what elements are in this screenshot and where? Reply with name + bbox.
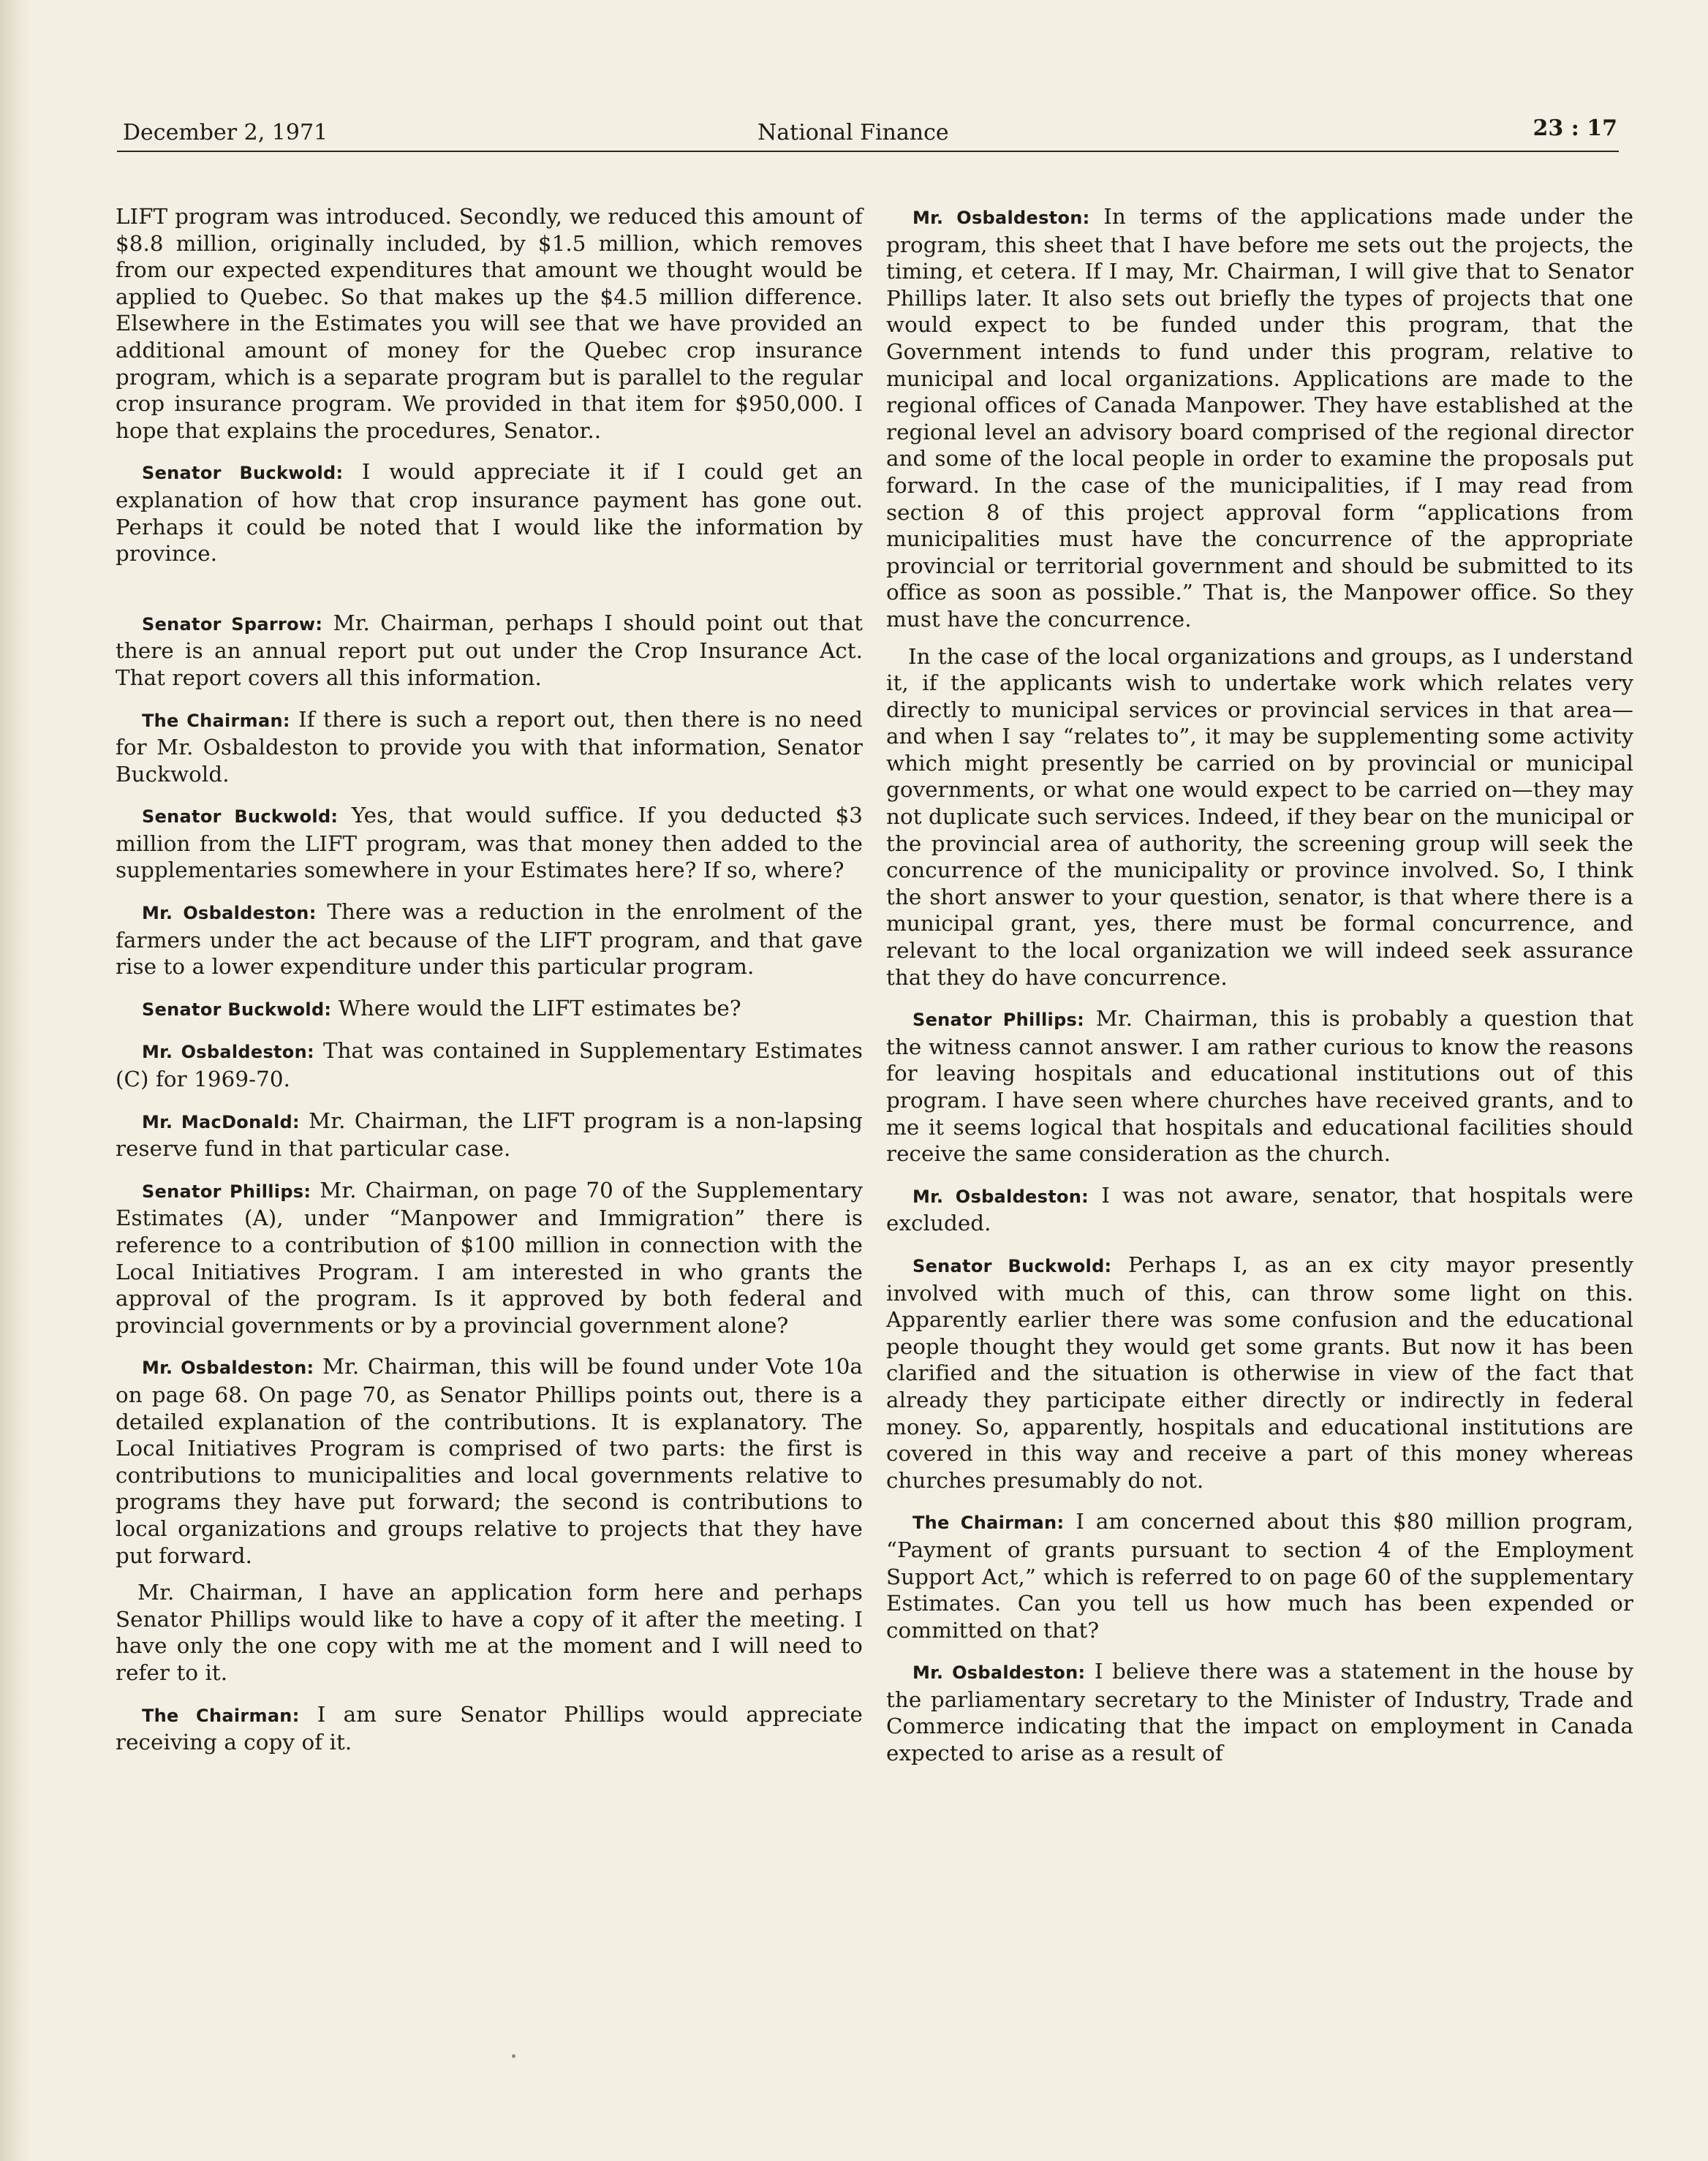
speaker-name: Senator Buckwold: [142, 999, 332, 1020]
speech-text: I was not aware, senator, that hospitals were excluded. [886, 1182, 1633, 1236]
speaker-name: Mr. Osbaldeston: [912, 1662, 1086, 1684]
speaker-name: The Chairman: [912, 1513, 1065, 1534]
speaker-name: Mr. Osbaldeston: [912, 208, 1090, 228]
speaker-name: Mr. MacDonald: [142, 1111, 300, 1132]
header-date: December 2, 1971 [123, 120, 328, 145]
speaker-name: Mr. Osbaldeston: [142, 1042, 314, 1063]
speaker-name: Senator Buckwold: [912, 1255, 1112, 1276]
speech [116, 458, 863, 567]
speech [886, 203, 1633, 633]
speaker-name: Senator Sparrow: [142, 613, 323, 635]
speech-text: Mr. Chairman, this is probably a question that the witness cannot answer. I am rather curious to know the reasons for leaving hospitals and educational institutions out of this program. I have seen where churches have received grants, and to me it seems logical that hospitals and educational facilities should receive the same consideration as the church. [886, 1006, 1633, 1167]
speaker-name: Mr. Osbaldeston: [142, 903, 317, 924]
speaker-name: Senator Buckwold: [142, 806, 339, 828]
speech [116, 995, 863, 1023]
speech-text: Yes, that would suffice. If you deducted $3 million from the LIFT program, was that money then added to the supplementaries somewhere in your Estimates here? If so, where? [116, 803, 863, 883]
speech-text: Where would the LIFT estimates be? [338, 995, 741, 1021]
speech [886, 1508, 1633, 1643]
speech-text: If there is such a report out, then there is no need for Mr. Osbaldeston to provide you with that information, Senator Buckwold. [116, 706, 863, 787]
paragraph [116, 1579, 863, 1686]
paragraph-text: LIFT program was introduced. Secondly, we reduced this amount of $8.8 million, originally included, by $1.5 million, which removes from our expected expenditures that amount we thought would be applied to Quebec. So that makes up the $4.5 million difference. Elsewhere in the Estimates you will see that we have provided an additional amount of money for the Quebec crop insurance program, which is a separate program but is parallel to the regular crop insurance program. We provided in that item for $950,000. I hope that explains the procedures, Senator.. [116, 204, 863, 443]
ink-speck [512, 2054, 515, 2058]
speech-text: There was a reduction in the enrolment of the farmers under the act because of the LIFT program, and that gave rise to a lower expenditure under this particular program. [116, 899, 863, 980]
speaker-name: The Chairman: [142, 710, 290, 731]
paragraph-text: Mr. Chairman, I have an application form here and perhaps Senator Phillips would like to have a copy of it after the meeting. I have only the one copy with me at the moment and I will need to refer to it. [116, 1580, 863, 1685]
speech-text: Mr. Chairman, the LIFT program is a non-lapsing reserve fund in that particular case. [116, 1108, 863, 1162]
speech-text: I am sure Senator Phillips would appreciate receiving a copy of it. [116, 1701, 863, 1755]
header-rule [117, 151, 1619, 152]
speech [116, 802, 863, 884]
speech [116, 1353, 863, 1569]
speech-text: In terms of the applications made under the program, this sheet that I have before me sets out the projects, the timing, et cetera. If I may, Mr. Chairman, I will give that to Senator Phillips later. It also sets out briefly the types of projects that one would expect to be funded under this program, that the Government intends to fund under this program, relative to municipal and local organizations. Applications are made to the regional offices of Canada Manpower. They have established at the regional level an advisory board comprised of the regional director and some of the local people in order to examine the proposals put forward. In the case of the municipalities, if I may read from section 8 of this project approval form “applications from municipalities must have the concurrence of the appropriate provincial or territorial government and should be submitted to its office as soon as possible.” That is, the Manpower office. So they must have the concurrence. [886, 204, 1634, 632]
speech [116, 1701, 863, 1756]
speech-text: Perhaps I, as an ex city mayor presently involved with much of this, can throw some light on this. Apparently earlier there was some confusion and the educational people thought they would get some grants. But now it has been clarified and the situation is otherwise in view of the fact that already they participate either directly or indirectly in federal money. So, apparently, hospitals and educational institutions are covered in this way and receive a part of this money whereas churches presumably do not. [886, 1252, 1633, 1493]
paragraph-text: In the case of the local organizations and groups, as I understand it, if the applicants wish to undertake work which relates very directly to municipal services or provincial services in that area—and when I say “relates to”, it may be supplementing some activity which might presently be carried on by provincial or municipal governments, or what one would expect to be carried on—they may not duplicate such services. Indeed, if they bear on the municipal or the provincial area of authority, the screening group will seek the concurrence of the municipality or province involved. So, I think the short answer to your question, senator, is that where there is a municipal grant, yes, there must be formal concurrence, and relevant to the local organization we will indeed seek assurance that they do have concurrence. [886, 643, 1633, 990]
paragraph [116, 203, 863, 444]
speech-text: Mr. Chairman, perhaps I should point out that there is an annual report put out under the Crop Insurance Act. That report covers all this information. [116, 610, 863, 690]
speaker-name: Senator Buckwold: [142, 463, 344, 484]
speech-text: Mr. Chairman, this will be found under Vote 10a on page 68. On page 70, as Senator Phillips points out, there is a detailed explanation of the contributions. It is explanatory. The Local Initiatives Program is comprised of two parts: the first is contributions to municipalities and local governments relative to programs they have put forward; the second is contributions to local organizations and groups relative to projects that they have put forward. [116, 1354, 863, 1568]
speaker-name: The Chairman: [142, 1705, 300, 1726]
speaker-name: Mr. Osbaldeston: [142, 1358, 314, 1379]
binding-shadow [0, 0, 32, 2161]
speech [886, 1252, 1633, 1494]
speech [116, 898, 863, 980]
speech-text: I would appreciate it if I could get an explanation of how that crop insurance payment has gone out. Perhaps it could be noted that I would like the information by province. [116, 459, 864, 567]
speaker-name: Senator Phillips: [142, 1181, 311, 1202]
speech-text: I am concerned about this $80 million program, “Payment of grants pursuant to section 4 of the Employment Support Act,” which is referred to on page 60 of the supplementary Estimates. Can you tell us how much has been expended or committed on that? [886, 1509, 1633, 1643]
speech [116, 1177, 863, 1339]
speech [116, 1037, 863, 1092]
speech-text: That was contained in Supplementary Estimates (C) for 1969-70. [116, 1038, 864, 1092]
header-page-number: 23 : 17 [1533, 116, 1617, 141]
speech [116, 610, 863, 692]
speech-text: Mr. Chairman, on page 70 of the Supplementary Estimates (A), under “Manpower and Immigration” there is reference to a contribution of $100 million in connection with the Local Initiatives Program. I am interested in who grants the approval of the program. Is it approved by both federal and provincial governments or by a provincial government alone? [116, 1177, 863, 1338]
speaker-name: Senator Phillips: [912, 1010, 1085, 1031]
speech [886, 1658, 1633, 1766]
speaker-name: Mr. Osbaldeston: [912, 1186, 1089, 1207]
paragraph [886, 643, 1633, 991]
speech [116, 706, 863, 788]
left-column [116, 203, 863, 1766]
speech [886, 1182, 1633, 1237]
speech-text: I believe there was a statement in the house by the parliamentary secretary to the Minister of Industry, Trade and Commerce indicating that the impact on employment in Canada expected to arise as a result of [886, 1659, 1633, 1766]
header-journal-title: National Finance [757, 120, 949, 145]
speech [886, 1005, 1633, 1167]
speech [116, 1108, 863, 1162]
right-column [886, 203, 1633, 1777]
running-header [123, 118, 1617, 155]
